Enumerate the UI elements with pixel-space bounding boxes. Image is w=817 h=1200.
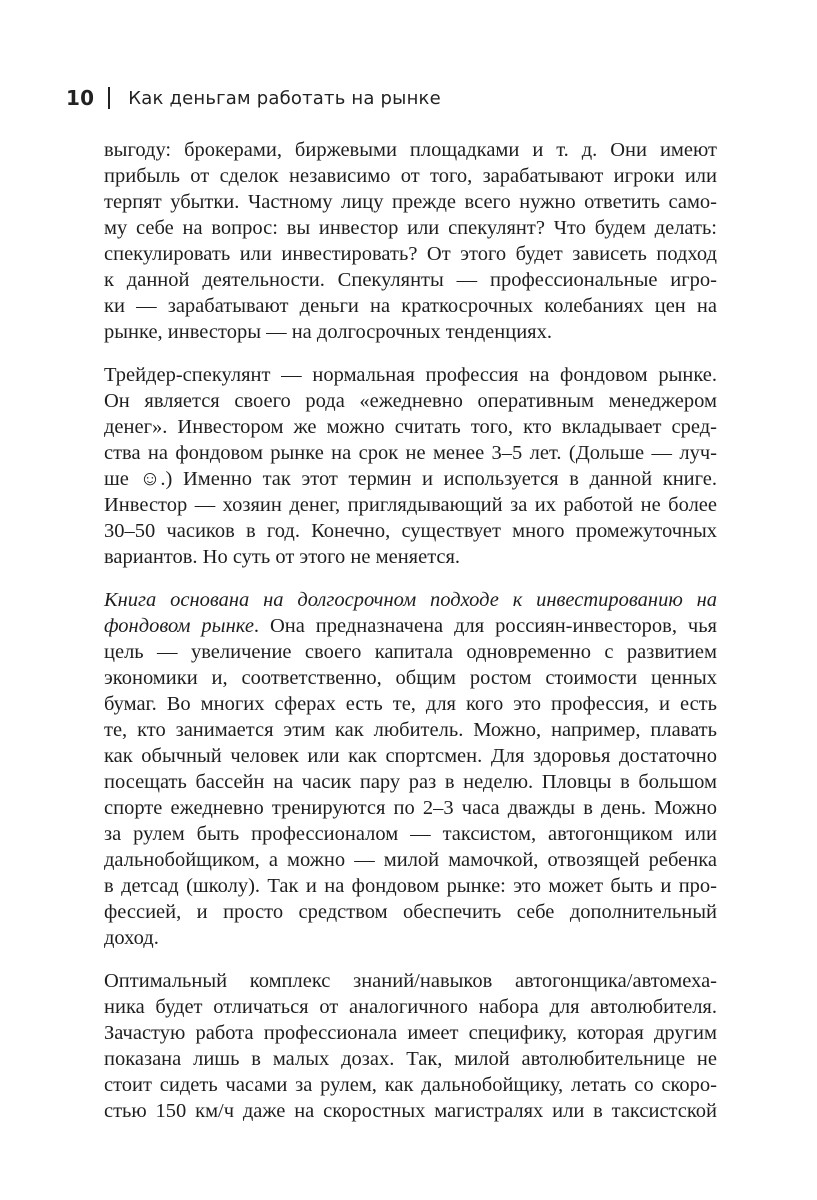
- text-line: Оптимальный комплекс знаний/навыков автогонщика/автомеха-: [104, 970, 717, 992]
- text-line: 30–50 часиков в год. Конечно, существует много промежуточных: [104, 520, 717, 542]
- text-line: выгоду: брокерами, биржевыми площадками и т. д. Они имеют: [104, 139, 717, 161]
- header-separator-rule: [108, 87, 110, 109]
- text-line: ки — зарабатывают деньги на краткосрочных колебаниях цен на: [104, 295, 717, 317]
- text-line: [104, 613, 717, 639]
- text-line: дальнобойщиком, а можно — милой мамочкой, отвозящей ребенка: [104, 849, 717, 871]
- text-line: те, кто занимается этим как любитель. Можно, например, плавать: [104, 719, 717, 741]
- paragraph-2: [104, 362, 717, 570]
- body-text: [104, 137, 717, 1141]
- text-line: вариантов. Но суть от этого не меняется.: [104, 546, 461, 568]
- text-line: стью 150 км/ч даже на скоростных магистралях или в таксистской: [104, 1100, 717, 1122]
- text-line: спекулировать или инвестировать? От этого будет зависеть подход: [104, 243, 717, 265]
- text-line: цель — увеличение своего капитала одновременно с развитием: [104, 641, 717, 663]
- paragraph-3: [104, 587, 717, 951]
- text-line: стоит сидеть часами за рулем, как дальнобойщику, летать со скоро-: [104, 1074, 717, 1096]
- text-line: экономики и, соответственно, общим ростом стоимости ценных: [104, 667, 717, 689]
- text-line: как обычный человек или как спортсмен. Для здоровья достаточно: [104, 745, 717, 767]
- text-line: фессией, и просто средством обеспечить себе дополнительный: [104, 901, 717, 923]
- text-line: доход.: [104, 927, 159, 949]
- page-number: 10: [66, 86, 95, 110]
- paragraph-4: [104, 968, 717, 1124]
- text-line: Зачастую работа профессионала имеет специфику, которая другим: [104, 1022, 717, 1044]
- running-title: Как деньгам работать на рынке: [128, 87, 441, 109]
- text-line: ства на фондовом рынке на срок не менее 3–5 лет. (Дольше — луч-: [104, 442, 717, 464]
- text-line: Он является своего рода «ежедневно оперативным менеджером: [104, 390, 717, 412]
- text-line: му себе на вопрос: вы инвестор или спекулянт? Что будем делать:: [104, 217, 717, 239]
- text-line: прибыль от сделок независимо от того, зарабатывают игроки или: [104, 165, 717, 187]
- text-run: . Она предназначена для россиян-инвесторов, чья: [253, 615, 717, 637]
- italic-text-line: Книга основана на долгосрочном подходе к инвестированию на: [104, 589, 717, 611]
- text-line: Инвестор — хозяин денег, приглядывающий за их работой не более: [104, 494, 717, 516]
- text-line: рынке, инвесторы — на долгосрочных тенденциях.: [104, 321, 552, 343]
- text-line: спорте ежедневно тренируются по 2–3 часа дважды в день. Можно: [104, 797, 717, 819]
- text-line: в детсад (школу). Так и на фондовом рынке: это может быть и про-: [104, 875, 717, 897]
- text-line: ше ☺.) Именно так этот термин и используется в данной книге.: [104, 468, 717, 490]
- italic-phrase: фондовом рынке: [104, 615, 254, 637]
- text-line: Трейдер-спекулянт — нормальная профессия на фондовом рынке.: [104, 364, 717, 386]
- text-line: ника будет отличаться от аналогичного набора для автолюбителя.: [104, 996, 717, 1018]
- text-line: показана лишь в малых дозах. Так, милой автолюбительнице не: [104, 1048, 717, 1070]
- text-line: к данной деятельности. Спекулянты — профессиональные игро-: [104, 269, 717, 291]
- running-header: [66, 84, 441, 112]
- text-line: посещать бассейн на часик пару раз в неделю. Пловцы в большом: [104, 771, 717, 793]
- text-line: за рулем быть профессионалом — таксистом, автогонщиком или: [104, 823, 717, 845]
- text-line: бумаг. Во многих сферах есть те, для кого это профессия, и есть: [104, 693, 717, 715]
- text-line: денег». Инвестором же можно считать того, кто вкладывает сред-: [104, 416, 717, 438]
- text-line: терпят убытки. Частному лицу прежде всего нужно ответить само-: [104, 191, 717, 213]
- paragraph-1: [104, 137, 717, 345]
